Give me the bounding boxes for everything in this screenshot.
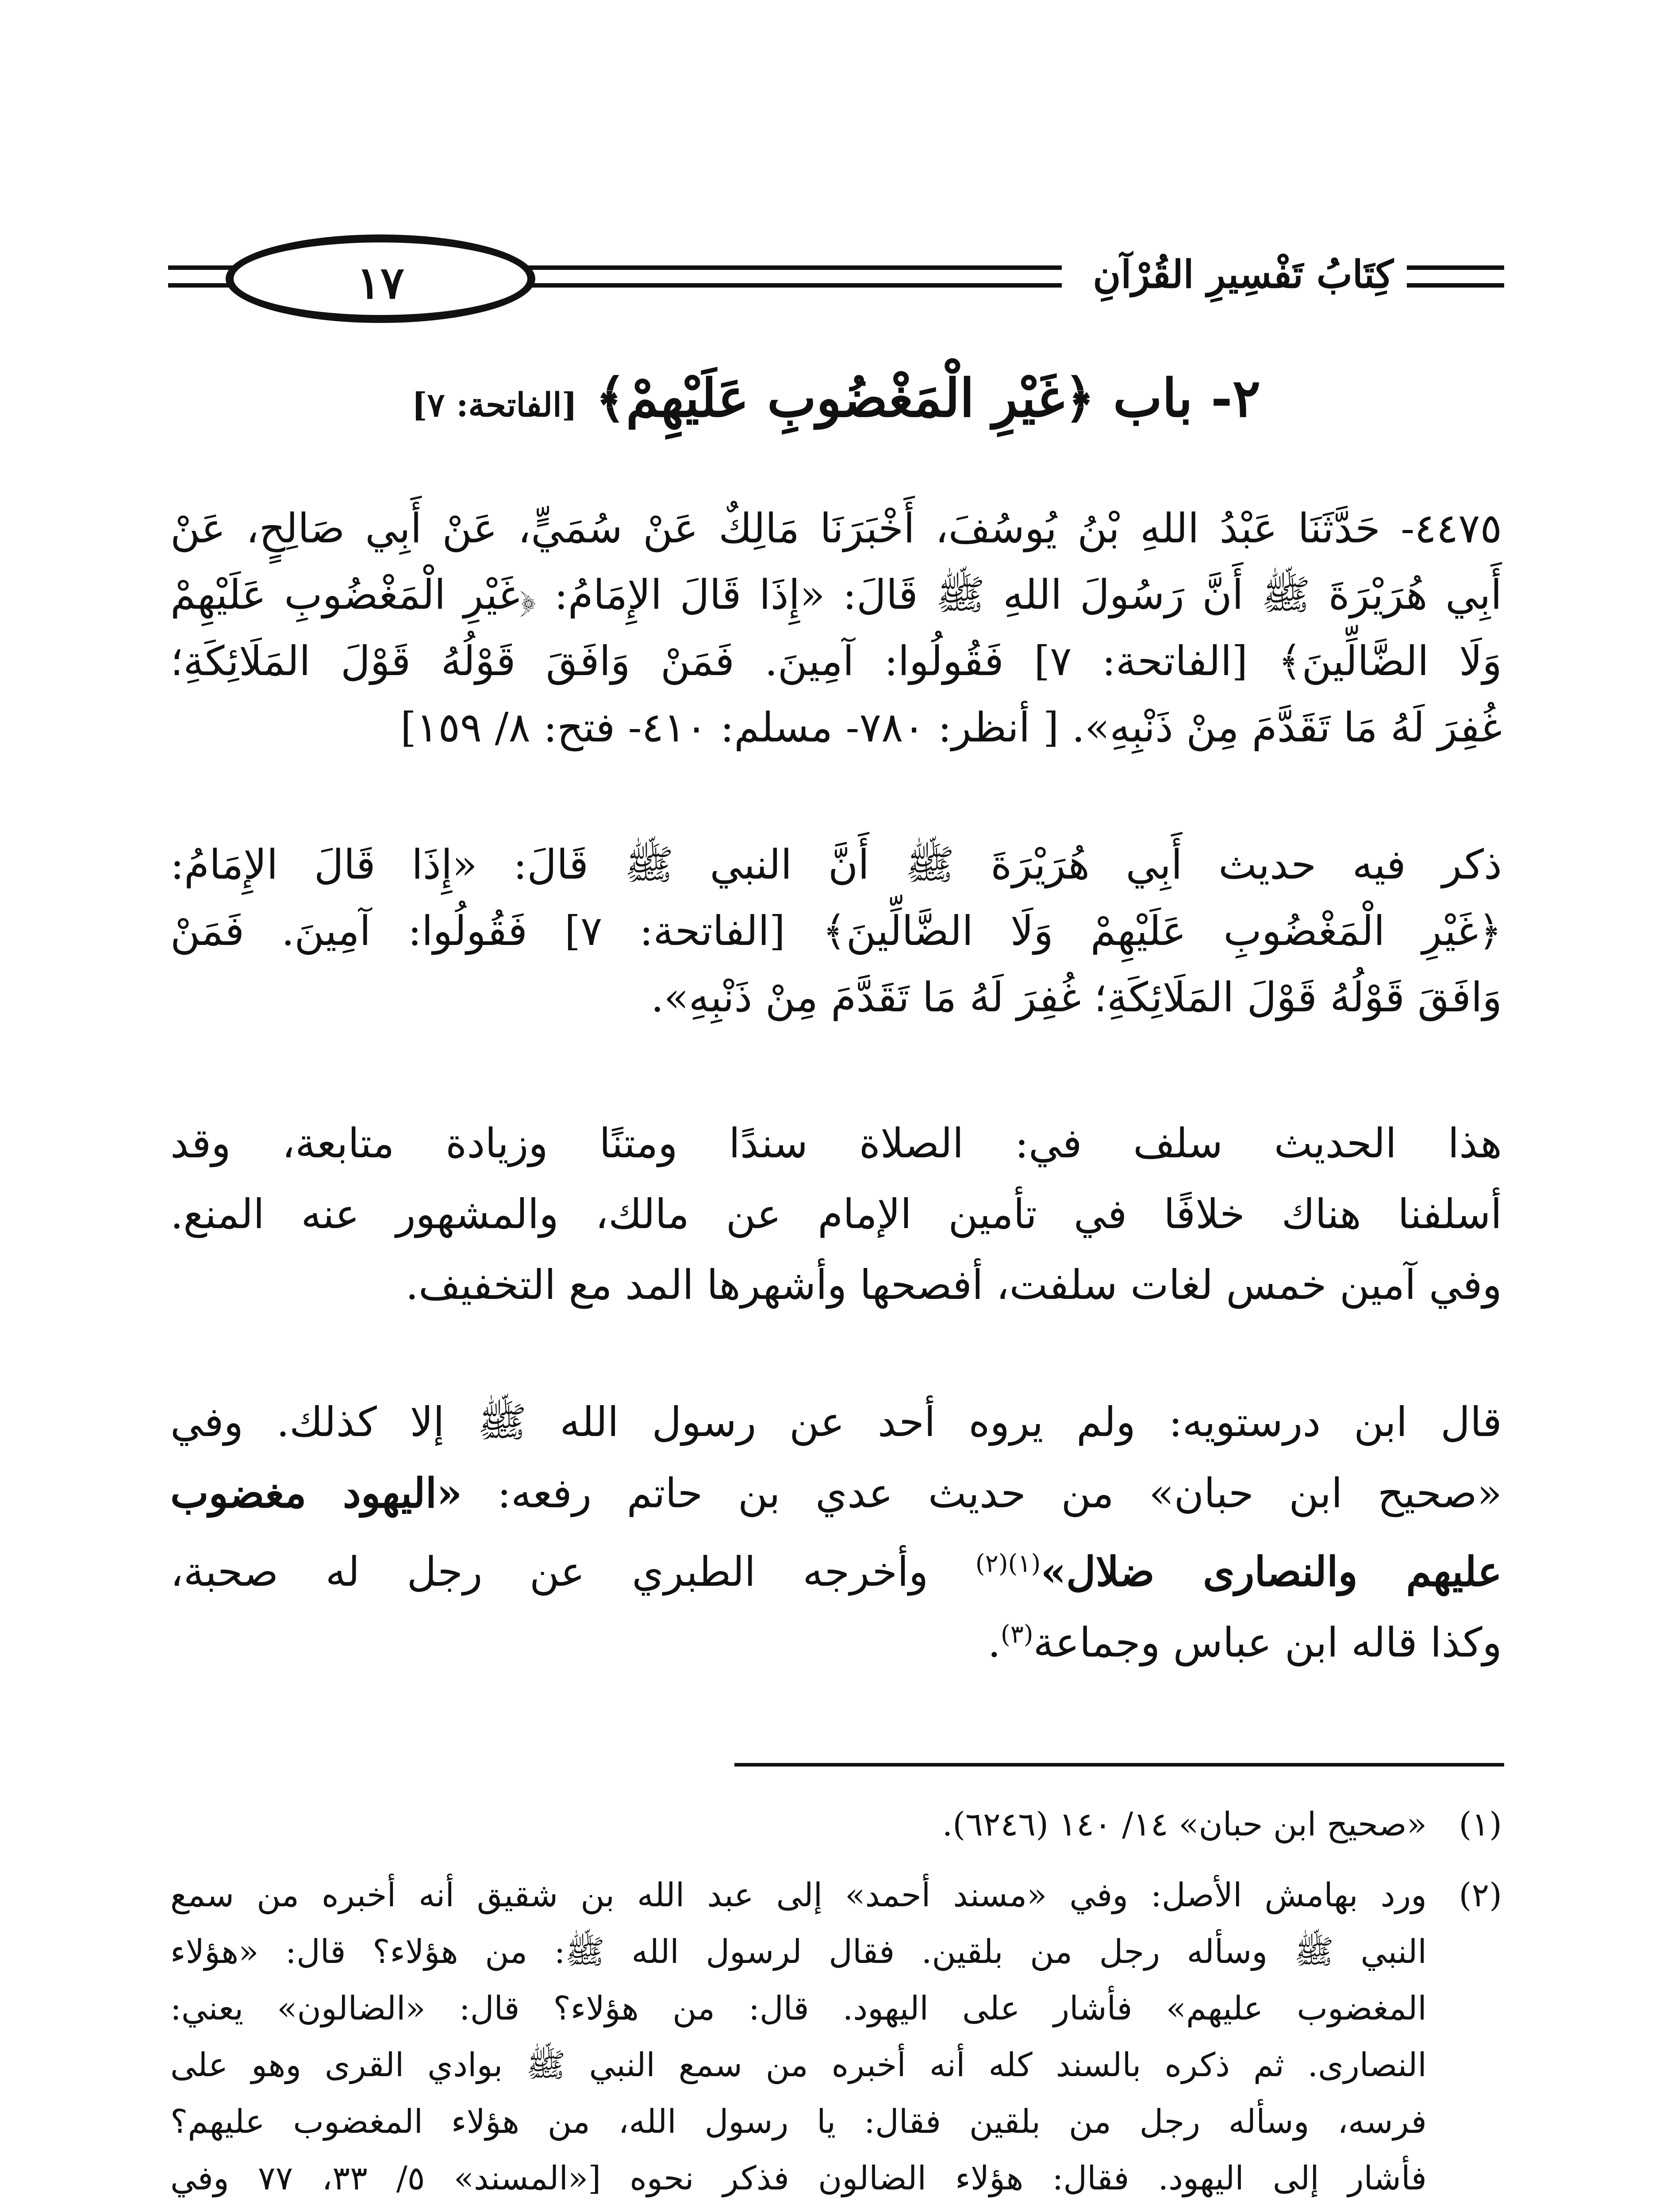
footnote-2-line-3: المغضوب عليهم» فأشار على اليهود. قال: من هؤلاء؟ قال: «الضالون» يعني: <box>170 1989 1427 2028</box>
hadith-line-3: وَلَا الضَّالِّينَ﴾ [الفاتحة: ٧] فَقُولُوا: آمِينَ. فَمَنْ وَافَقَ قَوْلُهُ قَوْلَ المَلَائِكَةِ؛ <box>170 637 1502 685</box>
summary-line-2: ﴿غَيْرِ الْمَغْضُوبِ عَلَيْهِمْ وَلَا الضَّالِّينَ﴾ [الفاتحة: ٧] فَقُولُوا: آمِينَ. فَمَنْ <box>170 907 1502 955</box>
header-rule-right-top <box>1407 265 1504 270</box>
commentary1-line-2: أسلفنا هناك خلافًا في تأمين الإمام عن مالك، والمشهور عنه المنع. <box>170 1190 1502 1238</box>
chapter-reference: [الفاتحة: ٧] <box>411 386 577 424</box>
footnote-1 <box>170 1796 1502 1853</box>
chapter-heading <box>170 367 1502 429</box>
commentary2-line-3-bold: عليهم والنصارى ضلال» <box>1041 1548 1502 1596</box>
hadith-line-4: غُفِرَ لَهُ مَا تَقَدَّمَ مِنْ ذَنْبِهِ». [ أنظر: ٧٨٠- مسلم: ٤١٠- فتح: ٨/ ١٥٩] <box>400 704 1502 751</box>
footnote-2-line-4: النصارى. ثم ذكره بالسند كله أنه أخبره من سمع النبي ﷺ بوادي القرى وهو على <box>170 2046 1427 2084</box>
page-number: ١٧ <box>357 257 404 309</box>
footnote-2-line-6: فأشار إلى اليهود. فقال: هؤلاء الضالون فذكر نحوه [«المسند» ٥/ ٣٣، ٧٧ وفي <box>170 2159 1427 2197</box>
page-header <box>168 234 1504 323</box>
footnote-marker-1-2: (١)(٢) <box>975 1549 1041 1578</box>
hadith-line-1: ٤٤٧٥- حَدَّثَنَا عَبْدُ اللهِ بْنُ يُوسُفَ، أَخْبَرَنَا مَالِكٌ عَنْ سُمَيٍّ، عَنْ أَبِي صَالِحٍ، عَنْ <box>170 505 1502 552</box>
summary-line-1: ذكر فيه حديث أَبِي هُرَيْرَةَ ﷺ أَنَّ النبي ﷺ قَالَ: «إِذَا قَالَ الإِمَامُ: <box>170 841 1502 888</box>
commentary2-line-4 <box>170 1601 1502 1676</box>
commentary2-line-2 <box>170 1460 1502 1527</box>
commentary1-line-3: وفي آمين خمس لغات سلفت، أفصحها وأشهرها المد مع التخفيف. <box>405 1261 1502 1309</box>
footnote-2-number: (٢) <box>1459 1876 1502 1914</box>
summary-line-3: وَافَقَ قَوْلُهُ قَوْلَ المَلَائِكَةِ؛ غُفِرَ لَهُ مَا تَقَدَّمَ مِنْ ذَنْبِهِ». <box>651 974 1502 1021</box>
commentary2-line-1: قال ابن درستويه: ولم يروه أحد عن رسول الله ﷺ إلا كذلك. وفي <box>170 1398 1502 1446</box>
running-title: كِتَابُ تَفْسِيرِ القُرْآنِ <box>1093 252 1394 297</box>
footnote-1-text: «صحيح ابن حبان» ١٤/ ١٤٠ (٦٢٤٦). <box>942 1805 1427 1843</box>
commentary2-line-3-text: وأخرجه الطبري عن رجل له صحبة، <box>170 1548 975 1596</box>
commentary1-line-1: هذا الحديث سلف في: الصلاة سندًا ومتنًا وزيادة متابعة، وقد <box>170 1120 1502 1167</box>
footnote-2-line-2: النبي ﷺ وسأله رجل من بلقين. فقال لرسول الله ﷺ: من هؤلاء؟ قال: «هؤلاء <box>170 1933 1427 1971</box>
commentary2-line-3 <box>170 1531 1502 1605</box>
chapter-label: ٢- باب ﴿غَيْرِ الْمَغْضُوبِ عَلَيْهِمْ﴾ <box>595 367 1261 429</box>
footnote-2-line-1-text: ورد بهامش الأصل: وفي «مسند أحمد» إلى عبد الله بن شقيق أنه أخبره من سمع <box>170 1876 1427 1914</box>
commentary2-line-4-end: . <box>987 1619 1001 1667</box>
footnote-separator <box>734 1763 1504 1767</box>
commentary2-line-2-bold: «اليهود مغضوب <box>170 1469 462 1517</box>
footnote-2-line-5: فرسه، وسأله رجل من بلقين فقال: يا رسول الله، من هؤلاء المغضوب عليهم؟ <box>170 2103 1427 2141</box>
footnote-2-line-7 <box>170 2207 1427 2212</box>
commentary2-line-2-text: «صحيح ابن حبان» من حديث عدي بن حاتم رفعه: <box>462 1470 1502 1517</box>
commentary2-line-4-text: وكذا قاله ابن عباس وجماعة <box>1033 1619 1502 1667</box>
header-rule-right-bottom <box>1407 283 1504 288</box>
footnote-marker-3: (٣) <box>1000 1620 1033 1649</box>
page-number-oval <box>226 234 535 323</box>
footnote-1-number: (١) <box>1459 1805 1502 1843</box>
hadith-line-2: أَبِي هُرَيْرَةَ ﷺ أَنَّ رَسُولَ اللهِ ﷺ قَالَ: «إِذَا قَالَ الإِمَامُ: ﴿غَيْرِ الْمَغْضُوبِ عَلَيْهِمْ <box>170 571 1502 618</box>
